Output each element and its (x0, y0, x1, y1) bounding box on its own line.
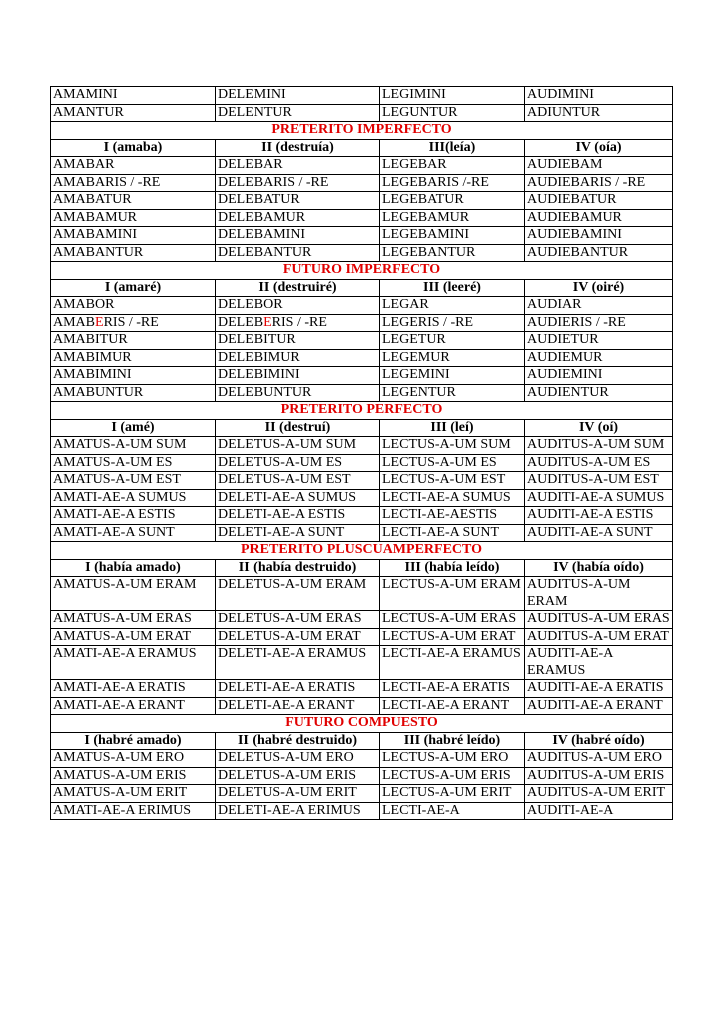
table-row (51, 87, 673, 105)
column-header: IV (oía) (525, 139, 673, 157)
table-cell: AUDIEBARIS / -RE (525, 174, 673, 192)
table-cell: LECTUS-A-UM ERIS (380, 767, 525, 785)
table-cell: AMATI-AE-A ERANT (51, 697, 216, 715)
table-cell: AUDIEBAM (525, 157, 673, 175)
column-header: III (habré leído) (380, 732, 525, 750)
table-cell: AUDITUS-A-UM ERO (525, 750, 673, 768)
conjugation-header-row (51, 419, 673, 437)
table-cell: LECTUS-A-UM ERO (380, 750, 525, 768)
conjugation-header-row (51, 732, 673, 750)
table-row (51, 767, 673, 785)
table-cell: LECTUS-A-UM ERIT (380, 785, 525, 803)
table-row (51, 697, 673, 715)
table-row (51, 157, 673, 175)
table-row (51, 454, 673, 472)
table-row (51, 507, 673, 525)
conjugation-header-row (51, 279, 673, 297)
section-title-row (51, 122, 673, 140)
table-cell: AUDITUS-A-UM EST (525, 472, 673, 490)
table-cell: LEGEMUR (380, 349, 525, 367)
table-cell: AMATUS-A-UM ERO (51, 750, 216, 768)
table-cell: LEGEBAMINI (380, 227, 525, 245)
column-header: II (destruiré) (216, 279, 380, 297)
table-cell: DELETI-AE-A ERAMUS (216, 646, 380, 680)
section-title: PRETERITO PERFECTO (51, 402, 673, 420)
table-cell: AUDIEBATUR (525, 192, 673, 210)
table-cell: LEGEBANTUR (380, 244, 525, 262)
column-header: III (había leído) (380, 559, 525, 577)
column-header: III(leía) (380, 139, 525, 157)
table-cell: LECTI-AE-A ERATIS (380, 680, 525, 698)
table-cell: AMABIMUR (51, 349, 216, 367)
column-header: I (amaba) (51, 139, 216, 157)
table-cell: LEGUNTUR (380, 104, 525, 122)
table-cell: DELEBARIS / -RE (216, 174, 380, 192)
table-cell: LEGEBARIS /-RE (380, 174, 525, 192)
table-cell: DELETUS-A-UM ES (216, 454, 380, 472)
section-title: PRETERITO PLUSCUAMPERFECTO (51, 542, 673, 560)
table-cell: DELEBAMUR (216, 209, 380, 227)
table-cell: LECTI-AE-A ERAMUS (380, 646, 525, 680)
table-cell: AUDITI-AE-A ESTIS (525, 507, 673, 525)
table-cell: DELEBUNTUR (216, 384, 380, 402)
section-title-row (51, 402, 673, 420)
table-cell: AMABIMINI (51, 367, 216, 385)
table-cell: AMATUS-A-UM EST (51, 472, 216, 490)
table-cell: AMATUS-A-UM ES (51, 454, 216, 472)
table-cell: DELETUS-A-UM SUM (216, 437, 380, 455)
table-cell: DELETUS-A-UM ERAT (216, 628, 380, 646)
table-cell: ADIUNTUR (525, 104, 673, 122)
section-title-row (51, 542, 673, 560)
table-cell: DELETI-AE-A SUMUS (216, 489, 380, 507)
table-row (51, 244, 673, 262)
table-cell: DELETUS-A-UM ERIT (216, 785, 380, 803)
table-row (51, 227, 673, 245)
table-cell: AMAMINI (51, 87, 216, 105)
table-cell: DELETI-AE-A ERIMUS (216, 802, 380, 820)
table-row (51, 785, 673, 803)
table-cell: AUDITI-AE-A ERATIS (525, 680, 673, 698)
table-cell: DELENTUR (216, 104, 380, 122)
table-row (51, 611, 673, 629)
table-cell: AUDITUS-A-UM SUM (525, 437, 673, 455)
table-cell: LEGEMINI (380, 367, 525, 385)
table-cell: LEGEBATUR (380, 192, 525, 210)
column-header: I (habré amado) (51, 732, 216, 750)
table-cell: AUDITUS-A-UM ERIS (525, 767, 673, 785)
table-cell: AMABITUR (51, 332, 216, 350)
table-cell: AUDITI-AE-A ERANT (525, 697, 673, 715)
table-cell: AUDITI-AE-A SUNT (525, 524, 673, 542)
table-row (51, 384, 673, 402)
table-row (51, 646, 673, 680)
table-cell: DELETI-AE-A ESTIS (216, 507, 380, 525)
table-cell: AMABANTUR (51, 244, 216, 262)
table-cell: AUDIETUR (525, 332, 673, 350)
table-row (51, 314, 673, 332)
table-row (51, 367, 673, 385)
column-header: III (leí) (380, 419, 525, 437)
table-cell: LEGAR (380, 297, 525, 315)
table-cell: AMATUS-A-UM SUM (51, 437, 216, 455)
table-cell: DELEBIMUR (216, 349, 380, 367)
section-title: FUTURO COMPUESTO (51, 715, 673, 733)
table-row (51, 577, 673, 611)
table-cell: AMABAMUR (51, 209, 216, 227)
column-header: I (amé) (51, 419, 216, 437)
table-cell: AUDITI-AE-A SUMUS (525, 489, 673, 507)
table-cell: AMATI-AE-A ERATIS (51, 680, 216, 698)
table-cell: LEGEBAMUR (380, 209, 525, 227)
table-row (51, 192, 673, 210)
table-cell: AMABAR (51, 157, 216, 175)
column-header: I (había amado) (51, 559, 216, 577)
table-row (51, 628, 673, 646)
table-cell: AUDIEBANTUR (525, 244, 673, 262)
table-cell: DELEBAR (216, 157, 380, 175)
section-title-row (51, 715, 673, 733)
table-cell: LECTUS-A-UM ERAS (380, 611, 525, 629)
column-header: II (había destruido) (216, 559, 380, 577)
table-cell: AMATUS-A-UM ERIS (51, 767, 216, 785)
table-cell: AUDIENTUR (525, 384, 673, 402)
table-cell: AUDIERIS / -RE (525, 314, 673, 332)
table-cell: DELEBIMINI (216, 367, 380, 385)
table-cell: AUDIEMINI (525, 367, 673, 385)
conjugation-table (50, 86, 673, 820)
table-cell: LEGIMINI (380, 87, 525, 105)
table-cell: AUDITUS-A-UM ERIT (525, 785, 673, 803)
table-cell: AUDIAR (525, 297, 673, 315)
table-cell: AUDITUS-A-UM ERAS (525, 611, 673, 629)
table-cell: AUDITUS-A-UM ERAM (525, 577, 673, 611)
table-cell: AMATUS-A-UM ERAT (51, 628, 216, 646)
column-header: II (habré destruido) (216, 732, 380, 750)
column-header: I (amaré) (51, 279, 216, 297)
table-cell: AMATUS-A-UM ERAS (51, 611, 216, 629)
table-cell: LECTI-AE-A (380, 802, 525, 820)
column-header: IV (oiré) (525, 279, 673, 297)
table-cell: AUDITI-AE-A (525, 802, 673, 820)
table-row (51, 802, 673, 820)
table-row (51, 437, 673, 455)
table-cell: DELEBERIS / -RE (216, 314, 380, 332)
table-cell: AUDITUS-A-UM ERAT (525, 628, 673, 646)
table-cell: LECTUS-A-UM ERAT (380, 628, 525, 646)
table-cell: AUDITI-AE-A ERAMUS (525, 646, 673, 680)
column-header: IV (había oído) (525, 559, 673, 577)
table-cell: AMATI-AE-A SUMUS (51, 489, 216, 507)
table-cell: AMATUS-A-UM ERAM (51, 577, 216, 611)
table-cell: AUDIEMUR (525, 349, 673, 367)
table-cell: AMATI-AE-A ERAMUS (51, 646, 216, 680)
table-row (51, 174, 673, 192)
table-cell: AMATI-AE-A SUNT (51, 524, 216, 542)
table-cell: LECTUS-A-UM ERAM (380, 577, 525, 611)
table-cell: AMATI-AE-A ESTIS (51, 507, 216, 525)
table-cell: DELEBATUR (216, 192, 380, 210)
table-cell: AMABAMINI (51, 227, 216, 245)
table-row (51, 524, 673, 542)
column-header: II (destruí) (216, 419, 380, 437)
column-header: III (leeré) (380, 279, 525, 297)
section-title-row (51, 262, 673, 280)
table-cell: DELETI-AE-A ERANT (216, 697, 380, 715)
table-row (51, 297, 673, 315)
table-cell: DELETUS-A-UM ERIS (216, 767, 380, 785)
table-cell: LECTUS-A-UM SUM (380, 437, 525, 455)
table-cell: AUDIEBAMUR (525, 209, 673, 227)
column-header: IV (habré oído) (525, 732, 673, 750)
table-cell: DELEBAMINI (216, 227, 380, 245)
table-cell: LECTI-AE-A SUNT (380, 524, 525, 542)
table-cell: AMABUNTUR (51, 384, 216, 402)
table-cell: DELEBITUR (216, 332, 380, 350)
table-cell: DELETUS-A-UM ERAM (216, 577, 380, 611)
table-cell: AMANTUR (51, 104, 216, 122)
section-title: PRETERITO IMPERFECTO (51, 122, 673, 140)
table-cell: AUDIEBAMINI (525, 227, 673, 245)
table-row (51, 209, 673, 227)
table-cell: AMABATUR (51, 192, 216, 210)
table-cell: AUDIMINI (525, 87, 673, 105)
table-cell: DELETUS-A-UM EST (216, 472, 380, 490)
section-title: FUTURO IMPERFECTO (51, 262, 673, 280)
table-cell: AMABARIS / -RE (51, 174, 216, 192)
table-cell: DELEBOR (216, 297, 380, 315)
table-cell: LECTI-AE-A ERANT (380, 697, 525, 715)
table-cell: DELETI-AE-A ERATIS (216, 680, 380, 698)
table-row (51, 472, 673, 490)
table-cell: DELEMINI (216, 87, 380, 105)
table-cell: AMABERIS / -RE (51, 314, 216, 332)
table-row (51, 489, 673, 507)
table-cell: LECTI-AE-A SUMUS (380, 489, 525, 507)
table-cell: LEGENTUR (380, 384, 525, 402)
table-cell: LEGETUR (380, 332, 525, 350)
table-cell: LECTUS-A-UM ES (380, 454, 525, 472)
table-row (51, 332, 673, 350)
column-header: IV (oí) (525, 419, 673, 437)
table-cell: DELEBANTUR (216, 244, 380, 262)
table-cell: LEGERIS / -RE (380, 314, 525, 332)
table-cell: LECTUS-A-UM EST (380, 472, 525, 490)
table-row (51, 680, 673, 698)
table-cell: LECTI-AE-AESTIS (380, 507, 525, 525)
conjugation-header-row (51, 139, 673, 157)
table-cell: DELETUS-A-UM ERAS (216, 611, 380, 629)
table-cell: AMABOR (51, 297, 216, 315)
table-cell: DELETI-AE-A SUNT (216, 524, 380, 542)
table-cell: DELETUS-A-UM ERO (216, 750, 380, 768)
conjugation-header-row (51, 559, 673, 577)
table-cell: AUDITUS-A-UM ES (525, 454, 673, 472)
table-cell: AMATUS-A-UM ERIT (51, 785, 216, 803)
table-row (51, 750, 673, 768)
table-row (51, 104, 673, 122)
table-row (51, 349, 673, 367)
table-cell: AMATI-AE-A ERIMUS (51, 802, 216, 820)
table-cell: LEGEBAR (380, 157, 525, 175)
column-header: II (destruía) (216, 139, 380, 157)
